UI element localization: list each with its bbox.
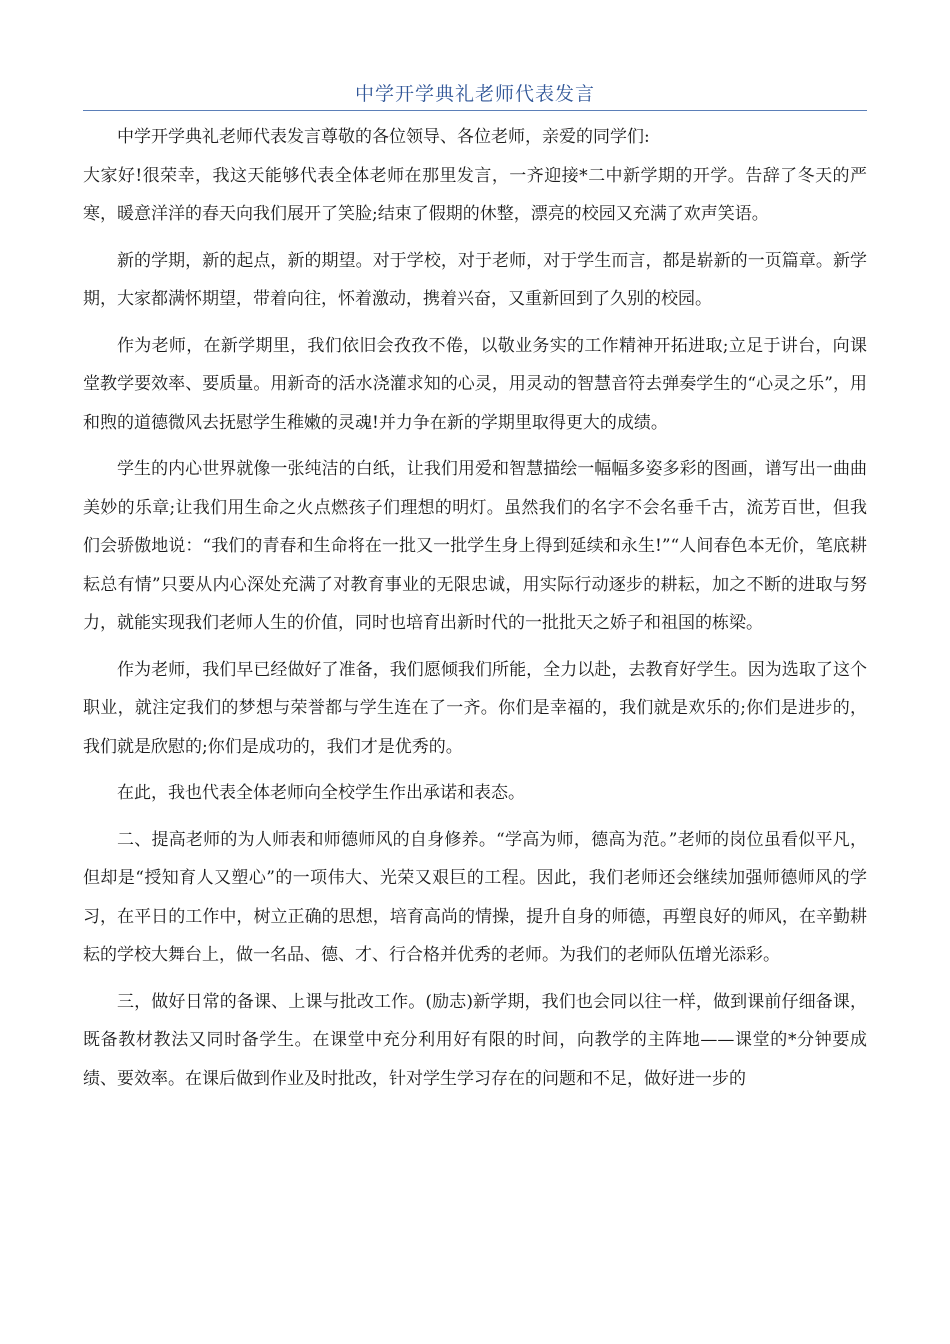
paragraph-pledge: 在此，我也代表全体老师向全校学生作出承诺和表态。 <box>117 783 525 803</box>
paragraph-salutation: 中学开学典礼老师代表发言尊敬的各位领导、各位老师，亲爱的同学们: <box>117 127 650 147</box>
paragraph-students-hearts: 学生的内心世界就像一张纯洁的白纸，让我们用爱和智慧描绘一幅幅多姿多彩的图画，谱写出一曲曲美妙的乐章;让我们用生命之火点燃孩子们理想的明灯。虽然我们的名字不会名垂千古，流芳百世，但我们会骄傲地说：“我们的青春和生命将在一批又一批学生身上得到延续和永生!”“人间春色本无价，笔底耕耘总有情”只要从内心深处充满了对教育事业的无限忠诚，用实际行动逐步的耕耘，加之不断的进取与努力，就能实现我们老师人生的价值，同时也培育出新时代的一批批天之娇子和祖国的栋梁。 <box>83 459 867 633</box>
paragraph-ready: 作为老师，我们早已经做好了准备，我们愿倾我们所能，全力以赴，去教育好学生。因为选取了这个职业，就注定我们的梦想与荣誉都与学生连在了一齐。你们是幸福的，我们就是欢乐的;你们是进步的，我们就是欣慰的;你们是成功的，我们才是优秀的。 <box>83 659 867 757</box>
title-rule <box>83 80 867 111</box>
paragraph-new-term: 新的学期，新的起点，新的期望。对于学校，对于老师，对于学生而言，都是崭新的一页篇章。新学期，大家都满怀期望，带着向往，怀着激动，携着兴奋，又重新回到了久别的校园。 <box>83 250 867 309</box>
paragraph-point-two: 二、提高老师的为人师表和师德师风的自身修养。“学高为师，德高为范。”老师的岗位虽看似平凡，但却是“授知育人又塑心”的一项伟大、光荣又艰巨的工程。因此，我们老师还会继续加强师德师风的学习，在平日的工作中，树立正确的思想，培育高尚的情操，提升自身的师德，再塑良好的师风，在辛勤耕耘的学校大舞台上，做一名品、德、才、行合格并优秀的老师。为我们的老师队伍增光添彩。 <box>83 829 867 965</box>
paragraph-point-three: 三，做好日常的备课、上课与批改工作。(励志)新学期，我们也会同以往一样，做到课前仔细备课，既备教材教法又同时备学生。在课堂中充分利用好有限的时间，向教学的主阵地——课堂的*分钟要成绩、要效率。在课后做到作业及时批改，针对学生学习存在的问题和不足，做好进一步的 <box>83 991 867 1089</box>
paragraph-greeting: 大家好!很荣幸，我这天能够代表全体老师在那里发言，一齐迎接*二中新学期的开学。告辞了冬天的严寒，暖意洋洋的春天向我们展开了笑脸;结束了假期的休整，漂亮的校园又充满了欢声笑语。 <box>83 165 867 224</box>
document-body <box>83 118 867 1106</box>
document-title: 中学开学典礼老师代表发言 <box>354 83 595 105</box>
paragraph-as-teachers: 作为老师，在新学期里，我们依旧会孜孜不倦，以敬业务实的工作精神开拓进取;立足于讲台，向课堂教学要效率、要质量。用新奇的活水浇灌求知的心灵，用灵动的智慧音符去弹奏学生的“心灵之乐”，用和煦的道德微风去抚慰学生稚嫩的灵魂!并力争在新的学期里取得更大的成绩。 <box>83 335 867 433</box>
